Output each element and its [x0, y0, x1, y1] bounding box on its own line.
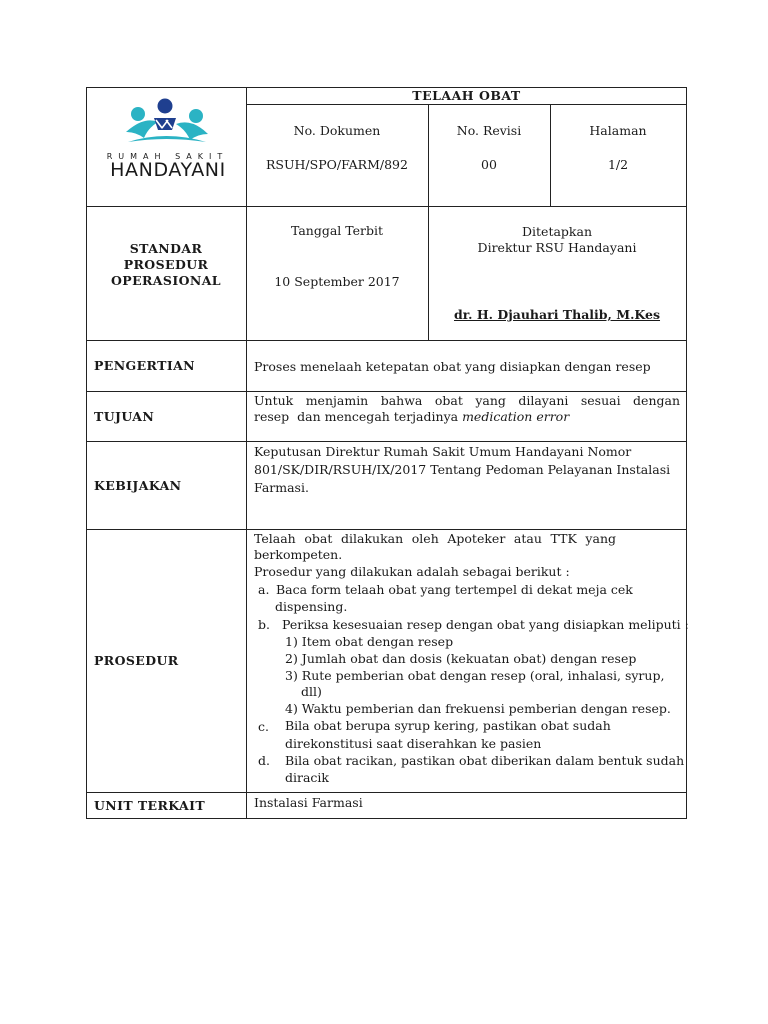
document-title: TELAAH OBAT: [412, 88, 521, 103]
title-row-divider: [246, 104, 687, 105]
tujuan-text: [254, 393, 680, 425]
hospital-logo: [92, 96, 242, 196]
step-b-line1: Periksa kesesuaian resep dengan obat yang disiapkan meliputi :: [282, 617, 689, 632]
table-border-right: [686, 87, 687, 819]
table-border-left: [86, 87, 87, 819]
header-col-divider-1: [428, 104, 429, 206]
prosedur-row-divider: [86, 792, 687, 793]
halaman-label: Halaman: [589, 123, 647, 138]
kebijakan-line2: 801/SK/DIR/RSUH/IX/2017 Tentang Pedoman Pelayanan Instalasi: [254, 462, 671, 477]
no-revisi-label: No. Revisi: [456, 123, 522, 138]
kebijakan-row-divider: [86, 529, 687, 530]
step-b1: 1) Item obat dengan resep: [285, 634, 454, 649]
spo-title-line1: STANDAR: [129, 241, 203, 256]
tujuan-line2: [254, 409, 680, 425]
step-c-line1: Bila obat berupa syrup kering, pastikan obat sudah: [285, 718, 611, 733]
prosedur-intro-line3: Prosedur yang dilakukan adalah sebagai berikut :: [254, 564, 570, 579]
kebijakan-line1: Keputusan Direktur Rumah Sakit Umum Handayani Nomor: [254, 444, 632, 459]
kebijakan-text: [254, 443, 682, 497]
tujuan-line2-italic: medication error: [462, 409, 570, 424]
tujuan-row-divider: [86, 441, 687, 442]
tanggal-terbit-value: 10 September 2017: [274, 274, 400, 289]
spo-title-line2: PROSEDUR: [123, 257, 209, 272]
spo-title-line3: OPERASIONAL: [111, 273, 221, 288]
step-d-marker: d.: [258, 753, 270, 768]
direktur-label: Direktur RSU Handayani: [477, 240, 637, 255]
tanggal-terbit-label: Tanggal Terbit: [290, 223, 384, 238]
logo-name: HANDAYANI: [110, 159, 226, 181]
kebijakan-label: KEBIJAKAN: [94, 478, 182, 493]
prosedur-intro-line2: berkompeten.: [254, 547, 343, 562]
tujuan-line1: Untuk menjamin bahwa obat yang dilayani sesuai dengan: [254, 393, 680, 408]
pengertian-text: Proses menelaah ketepatan obat yang disiapkan dengan resep: [254, 359, 651, 374]
halaman-value: 1/2: [607, 157, 629, 172]
no-revisi-value: 00: [481, 157, 497, 172]
label-column-divider: [246, 87, 247, 819]
header-col-divider-2: [550, 104, 551, 206]
unit-terkait-label: UNIT TERKAIT: [94, 798, 206, 813]
no-dokumen-label: No. Dokumen: [293, 123, 381, 138]
step-b3-line1: 3) Rute pemberian obat dengan resep (oral, inhalasi, syrup,: [285, 668, 665, 683]
tujuan-line2-text: resep dan mencegah terjadinya: [254, 409, 463, 424]
people-emblem-icon: [92, 96, 242, 154]
spo-row-divider: [86, 340, 687, 341]
ditetapkan-label: Ditetapkan: [522, 224, 592, 239]
pengertian-row-divider: [86, 391, 687, 392]
pengertian-label: PENGERTIAN: [94, 358, 195, 373]
step-d-line1: Bila obat racikan, pastikan obat diberikan dalam bentuk sudah: [285, 753, 685, 768]
step-d-line2: diracik: [285, 770, 330, 785]
kebijakan-line3: Farmasi.: [254, 480, 309, 495]
prosedur-intro-line1: Telaah obat dilakukan oleh Apoteker atau TTK yang: [254, 531, 616, 546]
logo-subtitle: RUMAH SAKIT: [106, 152, 229, 161]
table-border-bottom: [86, 818, 687, 819]
step-b2: 2) Jumlah obat dan dosis (kekuatan obat) dengan resep: [285, 651, 637, 666]
signatory-name: dr. H. Djauhari Thalib, M.Kes: [453, 307, 661, 322]
tujuan-label: TUJUAN: [94, 409, 155, 424]
unit-terkait-text: Instalasi Farmasi: [254, 795, 363, 810]
prosedur-label: PROSEDUR: [94, 653, 179, 668]
step-c-line2: direkonstitusi saat diserahkan ke pasien: [285, 736, 542, 751]
step-a-line1: Baca form telaah obat yang tertempel di dekat meja cek: [276, 582, 633, 597]
step-b3-line2: dll): [301, 684, 322, 699]
step-b-marker: b.: [258, 617, 270, 632]
no-dokumen-value: RSUH/SPO/FARM/892: [266, 157, 408, 172]
header-row-divider: [86, 206, 687, 207]
step-a-line2: dispensing.: [275, 599, 348, 614]
step-a-marker: a.: [258, 582, 270, 597]
step-b4: 4) Waktu pemberian dan frekuensi pemberian dengan resep.: [285, 701, 671, 716]
step-c-marker: c.: [258, 719, 269, 734]
